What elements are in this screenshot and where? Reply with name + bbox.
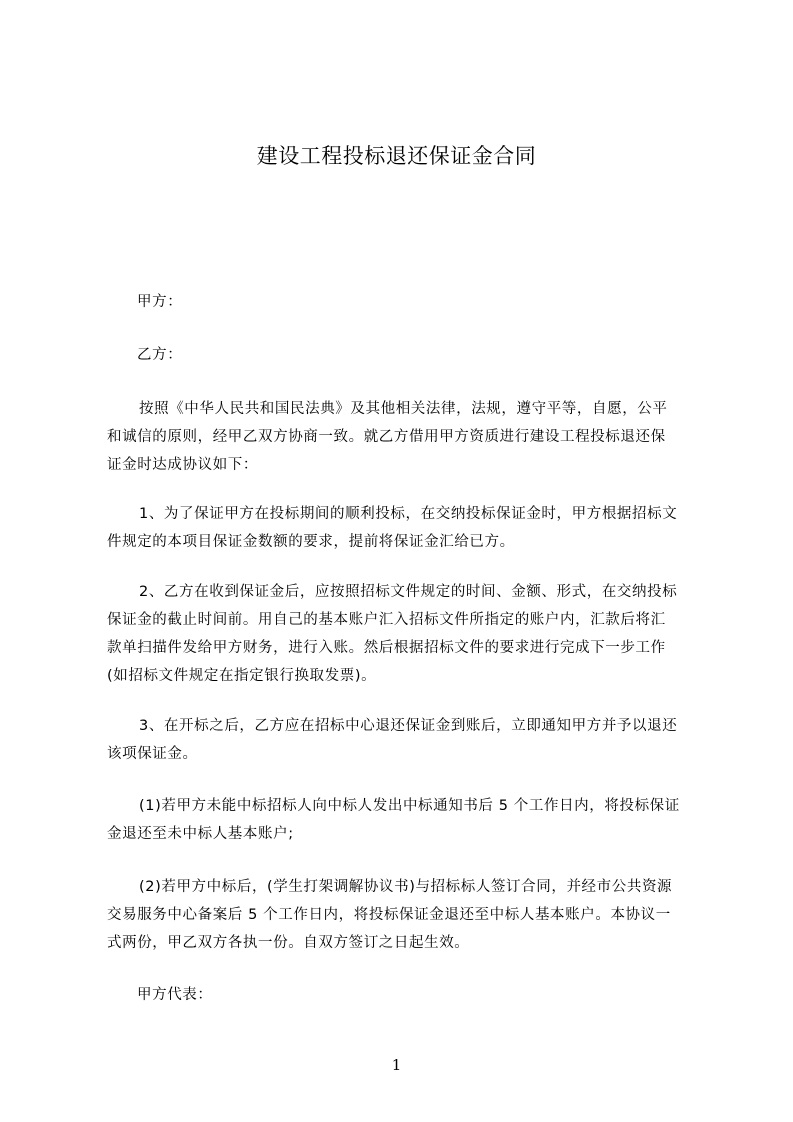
clause-line: 2、乙方在收到保证金后，应按照招标文件规定的时间、金额、形式，在交纳投标	[139, 584, 678, 600]
clause-line: (1)若甲方未能中标招标人向中标人发出中标通知书后 5 个工作日内，将投标保证	[139, 798, 680, 814]
page-number: 1	[391, 1056, 402, 1074]
intro-line: 证金时达成协议如下：	[107, 457, 258, 473]
clause-1-paragraph	[107, 500, 701, 556]
clause-line: (2)若甲方中标后，(学生打架调解协议书)与招标标人签订合同，并经市公共资源	[139, 879, 673, 895]
clause-line: 1、为了保证甲方在投标期间的顺利投标，在交纳投标保证金时，甲方根据招标文	[139, 506, 678, 522]
intro-paragraph	[107, 395, 701, 479]
intro-line: 和诚信的原则，经甲乙双方协商一致。就乙方借用甲方资质进行建设工程投标退还保	[107, 429, 666, 445]
party-a-representative-label: 甲方代表：	[137, 987, 213, 1003]
sub-clause-1-paragraph	[107, 792, 701, 848]
sub-clause-2-paragraph	[107, 873, 701, 957]
clause-line: 交易服务中心备案后 5 个工作日内，将投标保证金退还至中标人基本账户。本协议一	[107, 907, 671, 923]
clause-line: 式两份，甲乙双方各执一份。自双方签订之日起生效。	[107, 935, 470, 951]
document-title: 建设工程投标退还保证金合同	[256, 144, 537, 168]
clause-line: 金退还至未中标人基本账户;	[107, 826, 294, 842]
clause-2-paragraph	[107, 578, 701, 690]
clause-line: (如招标文件规定在指定银行换取发票)。	[107, 668, 377, 684]
party-b-label: 乙方：	[137, 347, 183, 363]
clause-line: 3、在开标之后，乙方应在招标中心退还保证金到账后，立即通知甲方并予以退还	[139, 718, 678, 734]
clause-line: 款单扫描件发给甲方财务，进行入账。然后根据招标文件的要求进行完成下一步工作	[107, 640, 666, 656]
clause-line: 该项保证金。	[107, 746, 198, 762]
clause-3-paragraph	[107, 712, 701, 768]
intro-line: 按照《中华人民共和国民法典》及其他相关法律，法规，遵守平等，自愿，公平	[139, 401, 668, 417]
clause-line: 件规定的本项目保证金数额的要求，提前将保证金汇给已方。	[107, 534, 515, 550]
party-a-label: 甲方：	[137, 294, 183, 310]
clause-line: 保证金的截止时间前。用自己的基本账户汇入招标文件所指定的账户内，汇款后将汇	[107, 612, 666, 628]
